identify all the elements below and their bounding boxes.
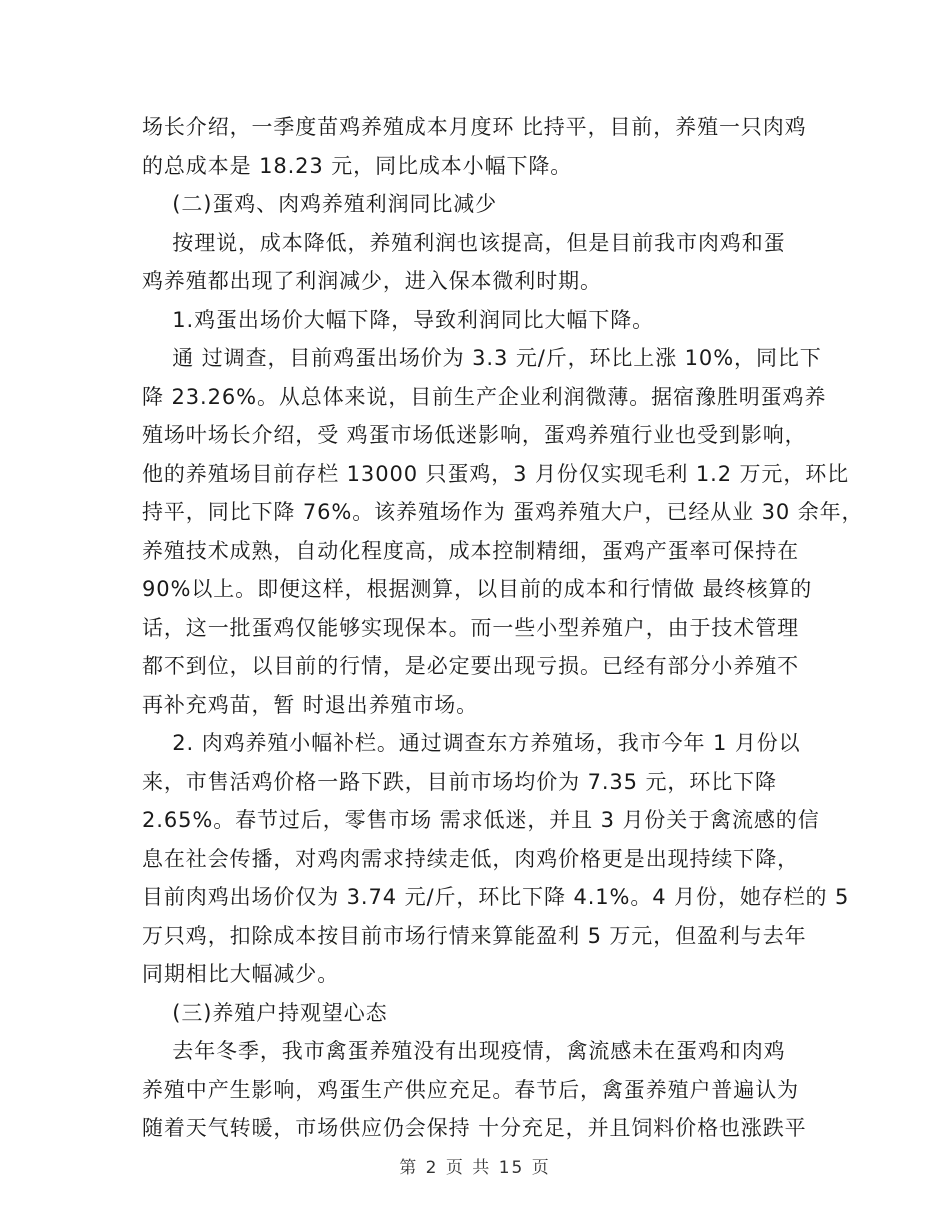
text-line: 场长介绍，一季度苗鸡养殖成本月度环 比持平，目前，养殖一只肉鸡: [142, 115, 807, 139]
text-line: 2. 肉鸡养殖小幅补栏。通过调查东方养殖场，我市今年 1 月份以: [142, 731, 801, 755]
text-line: 养殖中产生影响，鸡蛋生产供应充足。春节后，禽蛋养殖户普遍认为: [142, 1077, 799, 1102]
text-line: 鸡养殖都出现了利润减少，进入保本微利时期。: [142, 269, 602, 293]
text-line: 持平，同比下降 76%。该养殖场作为 蛋鸡养殖大户，已经从业 30 余年，: [142, 500, 864, 524]
text-line: 都不到位，以目前的行情，是必定要出现亏损。已经有部分小养殖不: [142, 654, 799, 678]
text-line: 他的养殖场目前存栏 13000 只蛋鸡，3 月份仅实现毛利 1.2 万元，环比: [142, 461, 850, 486]
text-line: 来，市售活鸡价格一路下跌，目前市场均价为 7.35 元，环比下降: [142, 769, 777, 794]
text-line: 养殖技术成熟，自动化程度高，成本控制精细，蛋鸡产蛋率可保持在: [142, 538, 799, 563]
text-line: 的总成本是 18.23 元，同比成本小幅下降。: [142, 153, 573, 178]
section-heading: (三)养殖户持观望心态: [142, 1000, 388, 1025]
body-text: [142, 108, 864, 1148]
text-line: 降 23.26%。从总体来说，目前生产企业利润微薄。据宿豫胜明蛋鸡养: [142, 384, 827, 409]
text-line: 通 过调查，目前鸡蛋出场价为 3.3 元/斤，环比上涨 10%，同比下: [142, 346, 822, 370]
text-line: 按理说，成本降低，养殖利润也该提高，但是目前我市肉鸡和蛋: [142, 230, 786, 255]
text-line: 话，这一批蛋鸡仅能够实现保本。而一些小型养殖户，由于技术管理: [142, 615, 799, 640]
text-line: 同期相比大幅减少。: [142, 962, 340, 986]
page-number-footer: 第 2 页 共 15 页: [399, 1158, 551, 1178]
subsection-heading: 1.鸡蛋出场价大幅下降，导致利润同比大幅下降。: [142, 307, 655, 332]
text-line: 90%以上。即便这样，根据测算，以目前的成本和行情做 最终核算的: [142, 577, 813, 601]
text-line: 息在社会传播，对鸡肉需求持续走低，肉鸡价格更是出现持续下降，: [142, 846, 799, 871]
text-line: 殖场叶场长介绍，受 鸡蛋市场低迷影响，蛋鸡养殖行业也受到影响，: [142, 423, 807, 447]
text-line: 随着天气转暖，市场供应仍会保持 十分充足，并且饲料价格也涨跌平: [142, 1116, 807, 1140]
text-line: 目前肉鸡出场价仅为 3.74 元/斤，环比下降 4.1%。4 月份，她存栏的 5: [142, 885, 850, 909]
text-line: 再补充鸡苗，暂 时退出养殖市场。: [142, 692, 479, 717]
text-line: 万只鸡，扣除成本按目前市场行情来算能盈利 5 万元，但盈利与去年: [142, 923, 807, 948]
text-line: 去年冬季，我市禽蛋养殖没有出现疫情，禽流感未在蛋鸡和肉鸡: [142, 1039, 786, 1063]
section-heading: (二)蛋鸡、肉鸡养殖利润同比减少: [142, 192, 498, 216]
text-line: 2.65%。春节过后，零售市场 需求低迷，并且 3 月份关于禽流感的信: [142, 808, 820, 832]
